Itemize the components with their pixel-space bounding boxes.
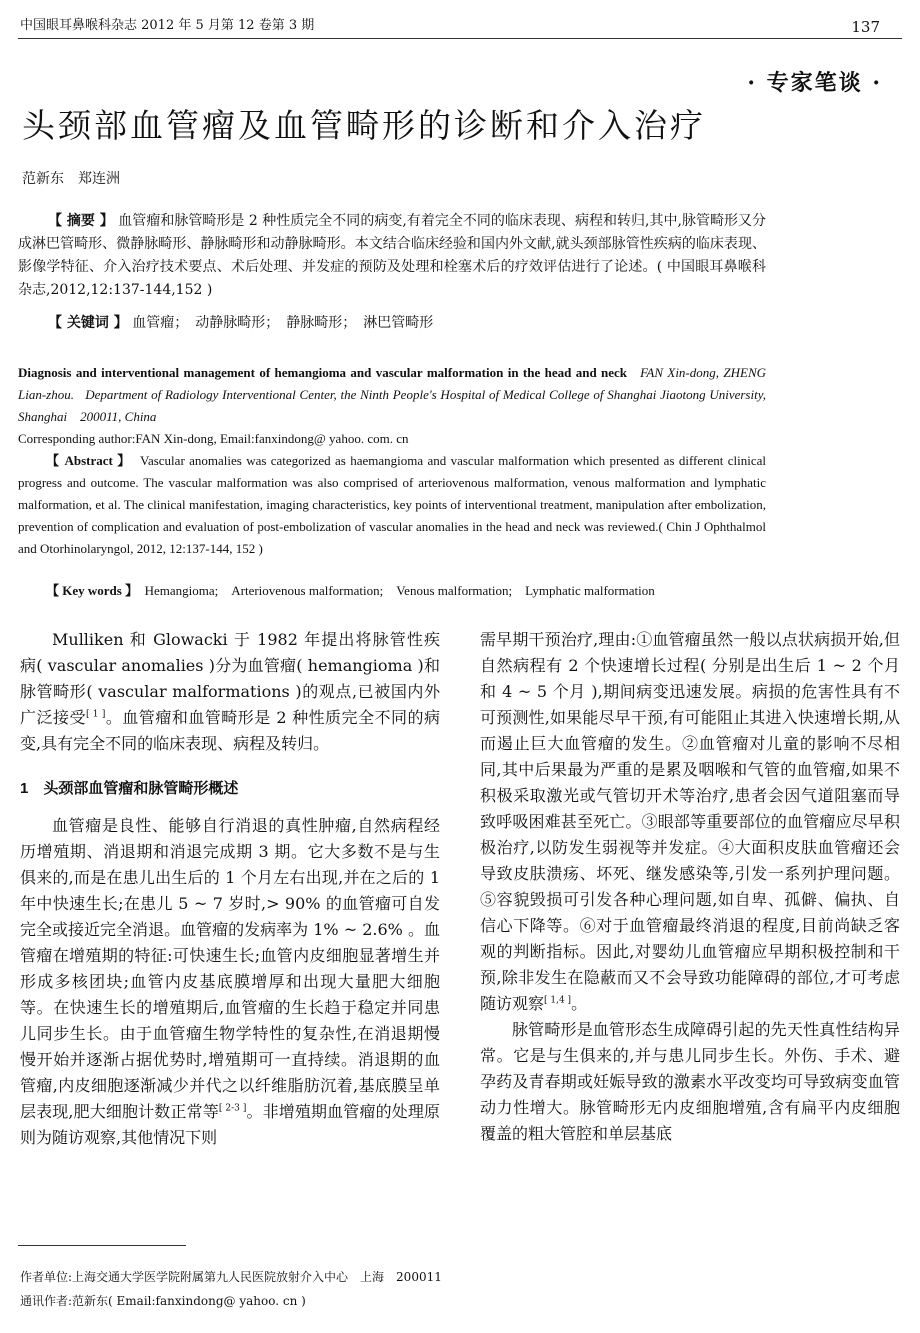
english-abstract: [18, 450, 766, 560]
english-authors: FAN Xin-dong, ZHENG Lian-zhou.: [18, 365, 766, 402]
keywords-text: 血管瘤； 动静脉畸形； 静脉畸形； 淋巴管畸形: [132, 315, 434, 331]
citation: [ 1,4 ]: [544, 995, 572, 1006]
citation: [ 2-3 ]: [218, 1103, 247, 1114]
body-column-left: [20, 627, 440, 1151]
english-affiliation: Department of Radiology Interventional Center, the Ninth People's Hospital of Medical College of Shanghai Jiaotong University, Shanghai 200011, China: [18, 387, 766, 424]
section-heading: 1 头颈部血管瘤和脉管畸形概述: [20, 780, 239, 797]
english-keywords-label: 【 Key words 】: [46, 583, 139, 598]
english-corresponding: Corresponding author:FAN Xin-dong, Email:fanxindong@ yahoo. com. cn: [18, 431, 409, 446]
page-number: 137: [851, 18, 880, 36]
keywords-label: 【 关键词 】: [48, 315, 128, 331]
article-authors: 范新东 郑连洲: [22, 171, 120, 187]
english-title: Diagnosis and interventional management of hemangioma and vascular malformation in the head and neck: [18, 365, 628, 380]
column-tag: · 专家笔谈 ·: [747, 70, 882, 96]
paragraph: Mulliken 和 Glowacki 于 1982 年提出将脉管性疾病( vascular anomalies )分为血管瘤( hemangioma )和脉管畸形( vascular malformations )的观点,已被国内外广泛接受[ 1 ]。血管瘤和血管畸形是 2 种性质完全不同的病变,具有完全不同的临床表现、病程及转归。: [20, 630, 440, 753]
english-abstract-text: Vascular anomalies was categorized as haemangioma and vascular malformation which presented as different clinical progress and outcome. The vascular malformation was also comprised of arteriovenous malformation, venous malformation and lymphatic malformation, et al. The clinical manifestation, imaging characteristics, key points of interventional treatment, manipulation after embolization, prevention of complication and evaluation of post-embolization of vascular anomalies in the head and neck was reviewed.( Chin J Ophthalmol and Otorhinolaryngol, 2012, 12:137-144, 152 ): [18, 453, 766, 556]
paragraph: 血管瘤是良性、能够自行消退的真性肿瘤,自然病程经历增殖期、消退期和消退完成期 3 期。它大多数不是与生俱来的,而是在患儿出生后的 1 个月左右出现,并在之后的 1 年中快速生长;在患儿 5 ~ 7 岁时,> 90% 的血管瘤可自发完全或接近完全消退。血管瘤的发病率为 1% ~ 2.6% 。血管瘤在增殖期的特征:可快速生长;血管内皮细胞显著增生并形成多核团块;血管内皮基底膜增厚和出现大量肥大细胞等。在快速生长的增殖期后,血管瘤的生长趋于稳定并同患儿同步生长。由于血管瘤生物学特性的复杂性,在消退期慢慢开始并逐渐占据优势时,增殖期可一直持续。消退期的血管瘤,内皮细胞逐渐减少并代之以纤维脂肪沉着,基底膜呈单层表现,肥大细胞计数正常等[ 2-3 ]。非增殖期血管瘤的处理原则为随访观察,其他情况下则: [20, 816, 440, 1147]
body-column-right: [480, 627, 900, 1147]
article-title: 头颈部血管瘤及血管畸形的诊断和介入治疗: [22, 106, 706, 145]
footnote-affiliation: 作者单位:上海交通大学医学院附属第九人民医院放射介入中心 上海 200011: [20, 1270, 442, 1284]
journal-header: 中国眼耳鼻喉科杂志 2012 年 5 月第 12 卷第 3 期: [20, 18, 315, 33]
paragraph: 需早期干预治疗,理由:①血管瘤虽然一般以点状病损开始,但自然病程有 2 个快速增长过程( 分别是出生后 1 ~ 2 个月和 4 ~ 5 个月 ),期间病变迅速发展。病损的危害性具有不可预测性,如果能尽早干预,有可能阻止其进入快速增长期,从而遏止巨大血管瘤的发生。②血管瘤对儿童的影响不尽相同,其中后果最为严重的是累及咽喉和气管的血管瘤,如果不积极采取激光或气管切开术等治疗,患者会因气道阻塞而导致呼吸困难甚至死亡。③眼部等重要部位的血管瘤应尽早积极治疗,以防发生弱视等并发症。④大面积皮肤血管瘤还会导致皮肤溃疡、坏死、继发感染等,引发一系列护理问题。⑤容貌毁损可引发各种心理问题,如自卑、孤僻、偏执、自信心下降等。⑥对于血管瘤最终消退的程度,目前尚缺乏客观的判断指标。因此,对婴幼儿血管瘤应早期积极控制和干预,除非发生在隐蔽而又不会导致功能障碍的部位,才可考虑随访观察[ 1,4 ]。: [480, 630, 900, 1013]
footnote-corresponding: 通讯作者:范新东( Email:fanxindong@ yahoo. cn ): [20, 1294, 306, 1308]
paragraph: 脉管畸形是血管形态生成障碍引起的先天性真性结构异常。它是与生俱来的,并与患儿同步生长。外伤、手术、避孕药及青春期或妊娠导致的激素水平改变均可导致病变血管动力性增大。脉管畸形无内皮细胞增殖,含有扁平内皮细胞覆盖的粗大管腔和单层基底: [480, 1020, 900, 1143]
abstract-label: 【 摘要 】: [48, 213, 114, 229]
chinese-keywords: [18, 312, 766, 335]
english-abstract-label: 【 Abstract 】: [46, 453, 132, 468]
citation: [ 1 ]: [85, 709, 106, 720]
abstract-text: 血管瘤和脉管畸形是 2 种性质完全不同的病变,有着完全不同的临床表现、病程和转归,其中,脉管畸形又分成淋巴管畸形、微静脉畸形、静脉畸形和动静脉畸形。本文结合临床经验和国内外文献,就头颈部脉管性疾病的临床表现、影像学特征、介入治疗技术要点、术后处理、并发症的预防及处理和栓塞术后的疗效评估进行了论述。( 中国眼耳鼻喉科杂志,2012,12:137-144,152 ): [18, 213, 767, 298]
footnote-divider: [18, 1245, 186, 1246]
english-title-block: [18, 362, 766, 428]
english-keywords: [18, 580, 766, 602]
header-divider: [18, 38, 902, 39]
english-keywords-text: Hemangioma; Arteriovenous malformation; Venous malformation; Lymphatic malformation: [144, 583, 655, 598]
chinese-abstract: [18, 210, 766, 302]
